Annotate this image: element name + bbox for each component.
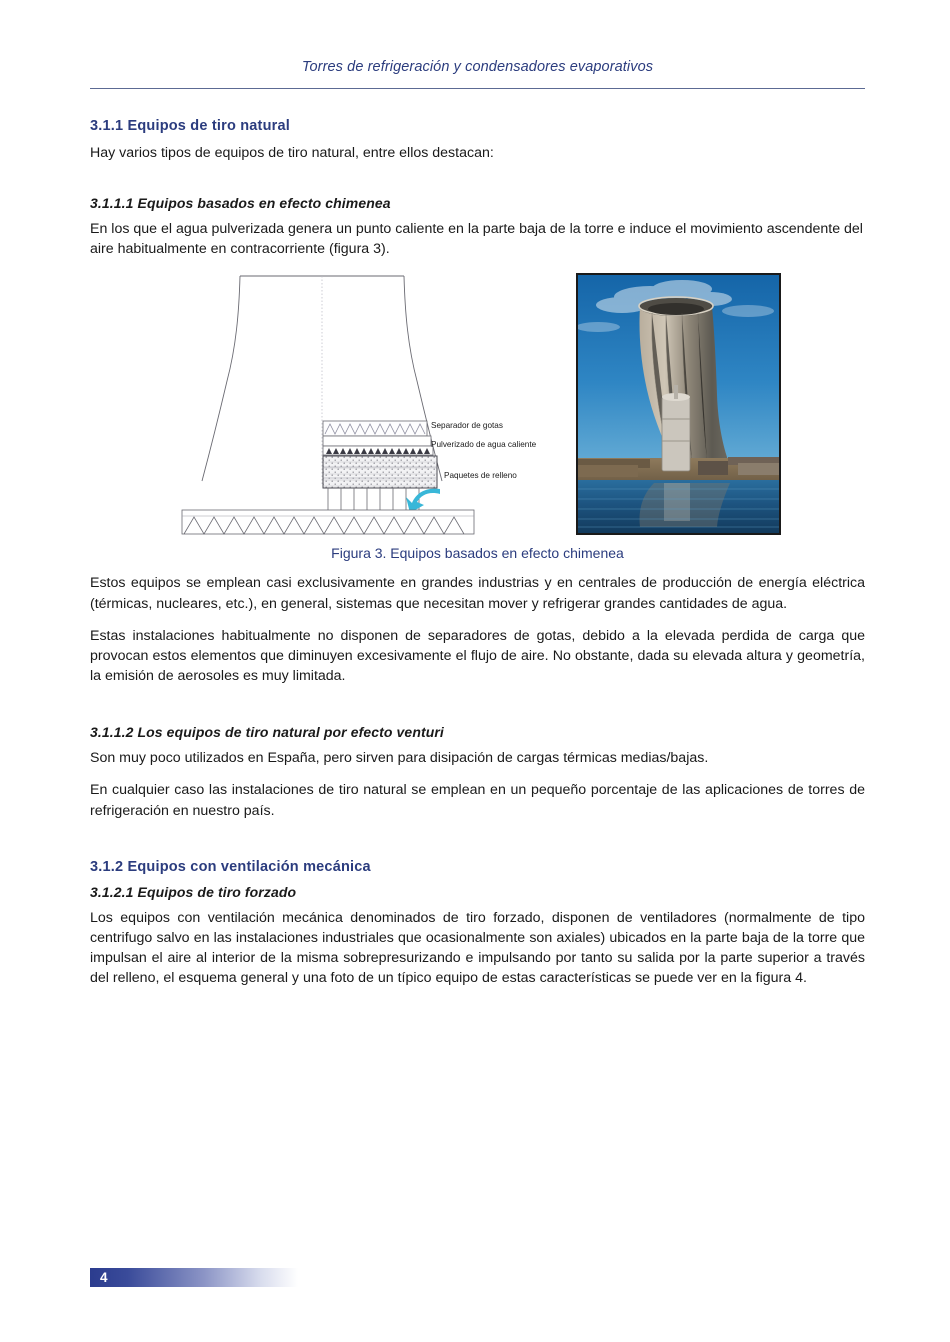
fill-packs xyxy=(323,456,437,488)
cold-water-basin xyxy=(182,510,474,534)
paragraph-3-1-1-1: En los que el agua pulverizada genera un punto caliente en la parte baja de la torre e induce el movimiento ascendente del aire habitualmente en contracorriente (figura 3). xyxy=(90,221,863,258)
header-rule xyxy=(90,88,865,89)
air-inlet-arrow-icon xyxy=(406,489,440,513)
paragraph-after-figure-2: Estas instalaciones habitualmente no disponen de separadores de gotas, debido a la elevada perdida de carga que provocan estos elementos que diminuyen excesivamente el flujo de aire. No obstante, dada su elevada altura y geometría, la emisión de aerosoles es muy limitada. xyxy=(90,627,865,685)
paragraph-3-1-1-2-b: En cualquier caso las instalaciones de tiro natural se emplean en un pequeño porcentaje de las aplicaciones de torres de refrigeración en nuestro país. xyxy=(90,782,865,819)
heading-3-1-1-1: 3.1.1.1 Equipos basados en efecto chimenea xyxy=(90,195,391,212)
spacer xyxy=(90,698,865,724)
paragraph-after-figure-1: Estos equipos se emplean casi exclusivamente en grandes industrias y en centrales de producción de energía eléctrica (térmicas, nucleares, etc.), en general, sistemas que necesitan mover y refrigerar grandes cantidades de agua. xyxy=(90,575,865,612)
paragraph-3-1-1-2-a: Son muy poco utilizados en España, pero sirven para disipación de cargas térmicas medias/bajas. xyxy=(90,750,709,767)
heading-3-1-1: 3.1.1 Equipos de tiro natural xyxy=(90,118,290,134)
plenum-gap xyxy=(323,436,431,446)
cooling-tower-photo xyxy=(576,273,781,535)
photo-svg xyxy=(578,275,779,533)
footer-gradient-bar xyxy=(90,1268,298,1287)
heading-3-1-2-1: 3.1.2.1 Equipos de tiro forzado xyxy=(90,883,297,900)
heading-3-1-2: 3.1.2 Equipos con ventilación mecánica xyxy=(90,858,371,875)
label-spray: Pulverizado de agua caliente xyxy=(431,440,537,450)
schematic-svg xyxy=(178,273,538,535)
spacer xyxy=(90,175,865,195)
figure-3 xyxy=(90,273,865,573)
page-number: 4 xyxy=(100,1270,108,1285)
paragraph-3-1-1-intro: Hay varios tipos de equipos de tiro natural, entre ellos destacan: xyxy=(90,145,494,161)
support-columns xyxy=(328,488,419,511)
label-drift-eliminator: Separador de gotas xyxy=(431,421,503,431)
cooling-tower-schematic xyxy=(178,273,538,535)
drift-eliminator xyxy=(323,421,427,436)
paragraph-3-1-2-1: Los equipos con ventilación mecánica denominados de tiro forzado, disponen de ventiladores (normalmente de tipo centrifugo salvo en las instalaciones industriales que ocasionalmente son axiales) ubicados en la parte baja de la torre que impulsan el aire al interior de la misma sobrepresurizando e impulsando por tanto su salida por la parte superior a través del relleno, el esquema general y una foto de un típico equipo de estas características se puede ver en la figura 4. xyxy=(90,909,865,987)
document-title: Torres de refrigeración y condensadores evaporativos xyxy=(301,59,654,75)
spray-distribution-row xyxy=(323,446,433,455)
figure-3-caption: Figura 3. Equipos basados en efecto chimenea xyxy=(331,545,624,562)
spacer xyxy=(90,833,865,859)
heading-3-1-1-2: 3.1.1.2 Los equipos de tiro natural por efecto venturi xyxy=(90,724,444,741)
running-header xyxy=(90,58,865,76)
content-column xyxy=(90,118,865,1000)
label-fill-packs: Paquetes de relleno xyxy=(444,471,517,481)
